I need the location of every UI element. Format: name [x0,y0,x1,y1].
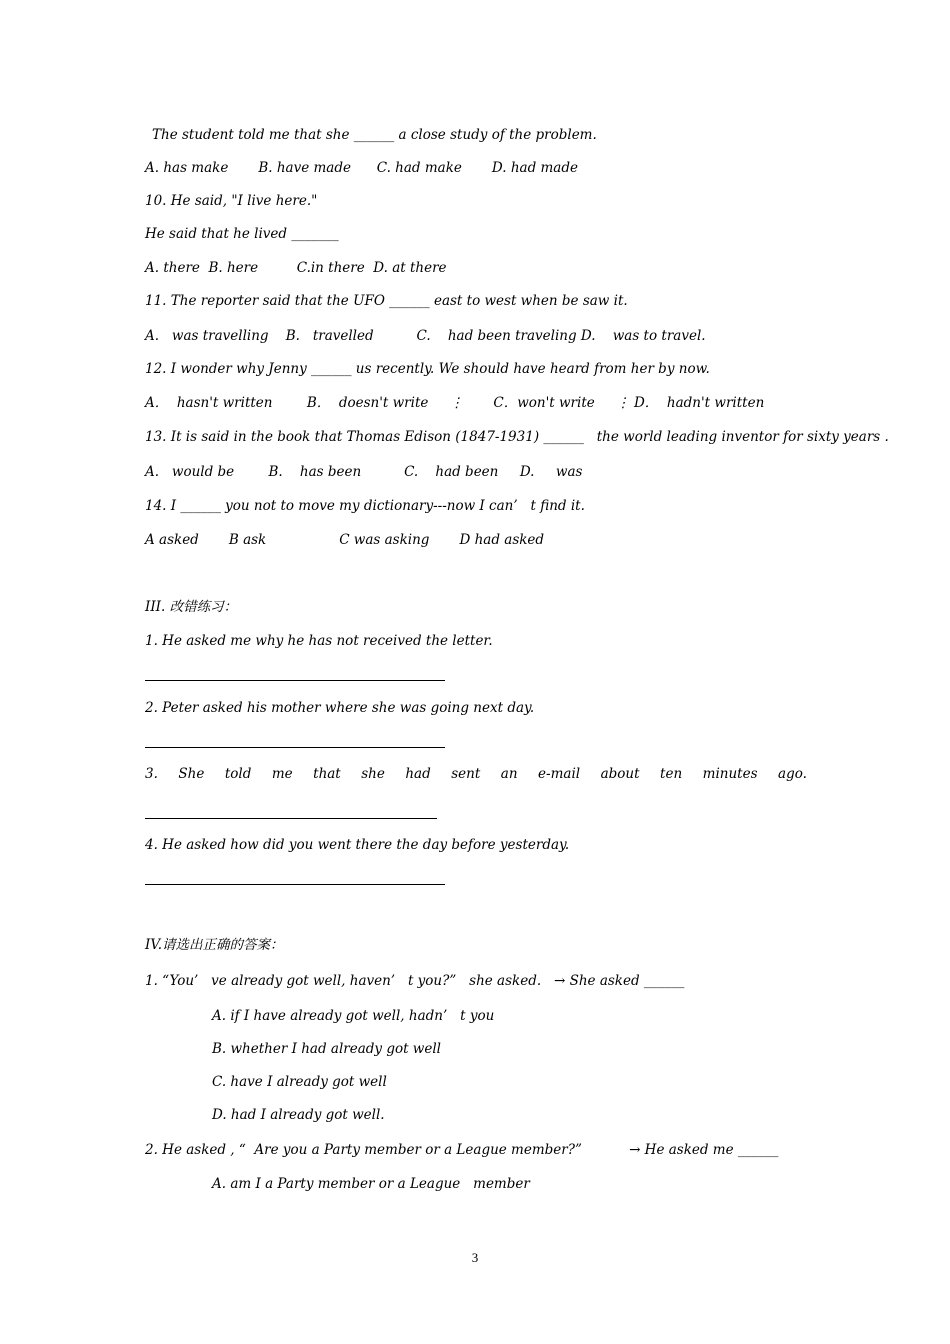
word: an [500,766,518,782]
question-13-stem: 13. It is said in the book that Thomas Edison (1847-1931) ______ the world leading inventor for sixty years . [145,429,889,445]
word: about [600,766,640,782]
correction-item-1: 1. He asked me why he has not received the letter. [145,633,493,649]
section-4-heading: IV.请选出正确的答案： [145,937,284,953]
word: She [178,766,205,782]
question-10-sub: He said that he lived _______ [145,226,339,242]
choice-1-option-d: D. had I already got well. [212,1107,385,1123]
answer-line-2[interactable] [145,747,445,748]
question-11-options: A. was travelling B. travelled C. had been traveling D. was to travel. [145,328,706,344]
word: e-mail [538,766,581,782]
word: had [405,766,431,782]
question-10-options: A. there B. here C.in there D. at there [145,260,447,276]
page-number: 3 [471,1250,479,1265]
choice-1-option-c: C. have I already got well [212,1074,387,1090]
question-9-options: A. has make B. have made C. had make D. had made [145,160,578,176]
word: told [224,766,252,782]
question-9-stem: The student told me that she ______ a close study of the problem. [152,127,597,143]
section-3-heading: III. 改错练习： [145,599,238,615]
question-12-stem: 12. I wonder why Jenny ______ us recently. We should have heard from her by now. [145,361,710,377]
choice-question-2-stem: 2. He asked , “ Are you a Party member or a League member?” → He asked me ______ [145,1142,779,1158]
word: me [271,766,293,782]
question-13-options: A. would be B. has been C. had been D. was [145,464,583,480]
question-14-stem: 14. I ______ you not to move my dictionary---now I can’ t find it. [145,498,585,514]
question-10-stem: 10. He said, "I live here." [145,193,318,209]
choice-2-option-a: A. am I a Party member or a League member [212,1176,530,1192]
question-12-options: A． hasn't written B． doesn't write ⋮ C．won't write ⋮ D． hadn't written [145,395,765,411]
word: sent [451,766,481,782]
answer-line-3[interactable] [145,818,437,819]
answer-line-4[interactable] [145,884,445,885]
correction-item-3 [145,765,807,783]
word: she [361,766,385,782]
choice-1-option-b: B. whether I had already got well [212,1041,441,1057]
correction-item-4: 4. He asked how did you went there the day before yesterday. [145,837,570,853]
choice-question-1-stem: 1. “You’ ve already got well, haven’ t you?” she asked. → She asked ______ [145,973,685,989]
question-14-options: A asked B ask C was asking D had asked [145,532,545,548]
word: 3. [145,766,158,782]
choice-1-option-a: A. if I have already got well, hadn’ t you [212,1008,495,1024]
word: that [313,766,341,782]
word: minutes [702,766,758,782]
question-11-stem: 11. The reporter said that the UFO ______ east to west when be saw it. [145,293,628,309]
correction-item-2: 2. Peter asked his mother where she was going next day. [145,700,535,716]
word: ago. [778,766,807,782]
word: ten [660,766,683,782]
answer-line-1[interactable] [145,680,445,681]
